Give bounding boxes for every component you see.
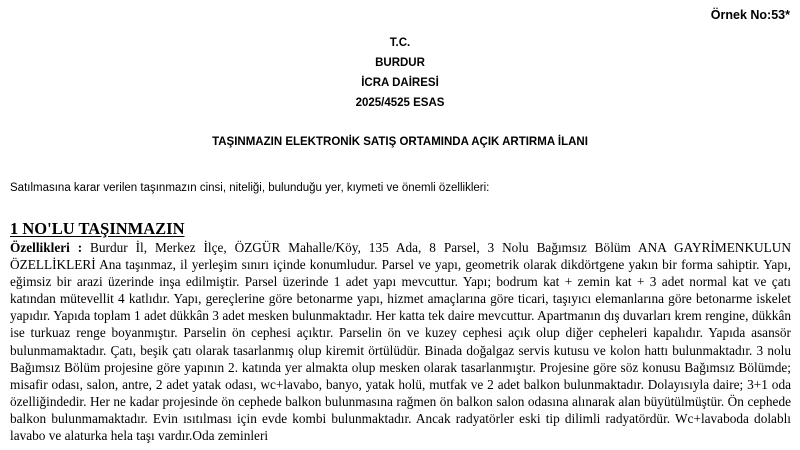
features-text: Burdur İl, Merkez İlçe, ÖZGÜR Mahalle/Köy, 135 Ada, 8 Parsel, 3 Nolu Bağımsız Bölüm ANA GAYRİMENKULUN ÖZELLİKLERİ Ana taşınmaz, il yerleşim sınırı içinde konumludur. Parsel ve yapı, geometrik olarak dikdörtgene yakın bir forma sahiptir. Yapı, eğimsiz bir arazi üzerinde inşa edilmiştir. Parsel üzerinde 1 adet yapı mevcuttur. Yapı; bodrum kat + zemin kat + 3 adet normal kat ve çatı katından mütevellit 4 katlıdır. Yapı, gereçlerine göre betonarme yapı, hizmet amaçlarına göre ticari, taşıyıcı elemanlarına göre betonarme iskelet yapıdır. Yapıda toplam 1 adet dükkân 3 adet mesken bulunmaktadır. Her katta tek daire mevcuttur. Apartmanın dış duvarları krem rengine, dükkân ise turkuaz renge boyanmıştır. Parselin ön cephesi açıktır. Parselin ön ve kuzey cephesi açık olup diğer cepheleri kapalıdır. Yapıda asansör bulunmamaktadır. Çatı, beşik çatı olarak tasarlanmış olup kiremit örtülüdür. Binada doğalgaz servis kutusu ve kolon hattı bulunmaktadır. 3 nolu Bağımsız Bölüm projesine göre yapının 2. katında yer almakta olup mesken olarak tasarlanmıştır. Projesine göre söz konusu Bağımsız Bölümde; misafir odası, salon, antre, 2 adet yatak odası, wc+lavabo, banyo, yatak holü, mutfak ve 2 adet balkon bulunmaktadır. Dolayısıyla daire; 3+1 oda özelliğindedir. Her ne kadar projesinde ön cephede balkon bulunmasına rağmen ön balkon salon odasına alınarak alan büyütülmüştür. Ön cephede balkon bulunmamaktadır. Evin ısıtılması için evde kombi bulunmaktadır. Ancak radyatörler eski tip dilimli radyatördür. Wc+lavaboda dolablı lavabo ve alaturka hela taşı vardır.Oda zeminleri (10, 240, 791, 444)
features-label: Özellikleri : (10, 240, 83, 255)
notice-title: TAŞINMAZIN ELEKTRONİK SATIŞ ORTAMINDA AÇIK ARTIRMA İLANI (212, 136, 588, 148)
header-line-case-number: 2025/4525 ESAS (355, 97, 445, 109)
property-heading: 1 NO'LU TAŞINMAZIN (10, 219, 185, 238)
header-line-office: İCRA DAİRESİ (361, 77, 439, 89)
document-header (0, 33, 800, 113)
header-line-country: T.C. (389, 37, 411, 49)
property-features (10, 239, 791, 444)
intro-text: Satılmasına karar verilen taşınmazın cinsi, niteliği, bulunduğu yer, kıymeti ve önemli özellikleri: (10, 182, 490, 194)
sample-number: Örnek No:53* (710, 8, 790, 22)
header-line-city: BURDUR (375, 57, 425, 69)
